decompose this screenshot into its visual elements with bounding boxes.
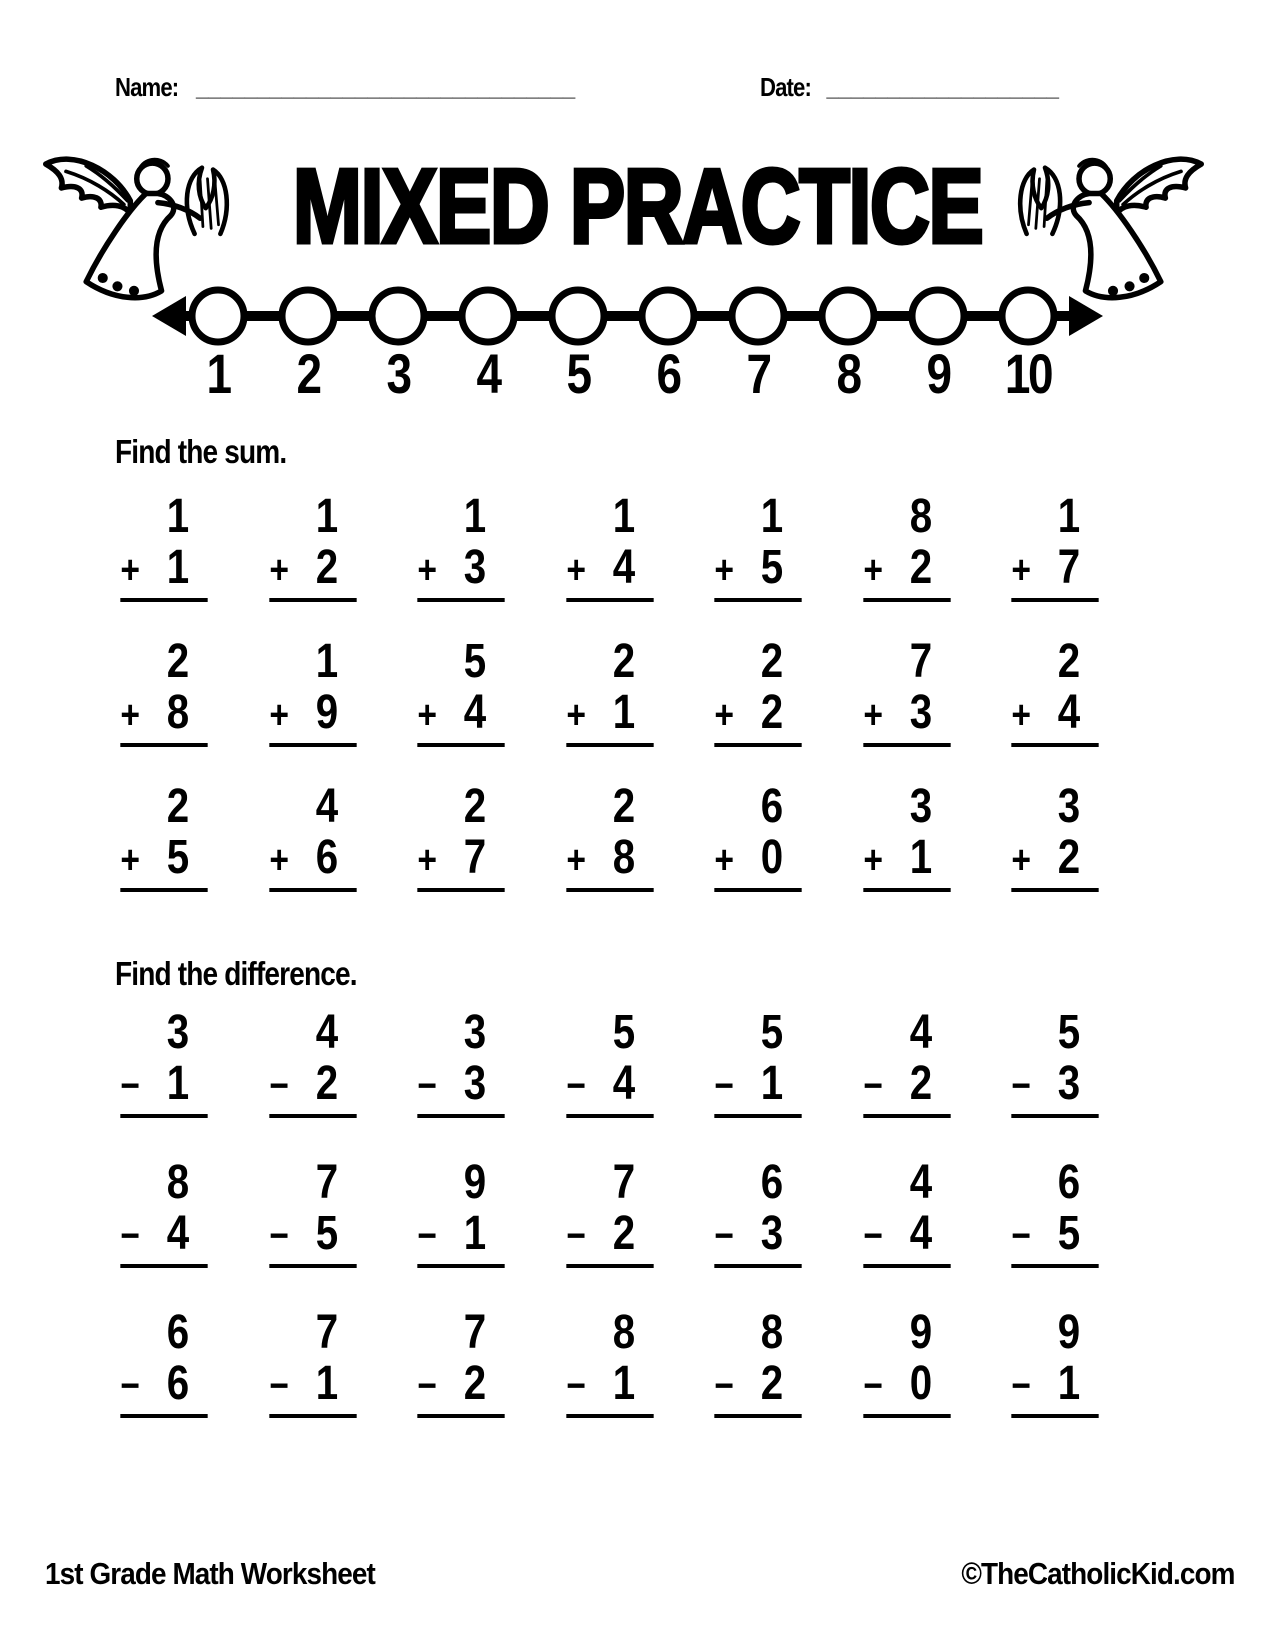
operator: + xyxy=(268,693,287,737)
math-problem xyxy=(863,637,950,747)
bottom-row xyxy=(1011,1058,1098,1112)
bottom-row xyxy=(269,687,356,741)
math-problem xyxy=(1011,637,1098,747)
bottom-row xyxy=(120,1208,207,1262)
top-operand: 3 xyxy=(166,1006,188,1059)
bottom-row xyxy=(417,1358,504,1412)
math-problem xyxy=(269,782,356,892)
math-problem xyxy=(120,1008,207,1118)
math-problem xyxy=(714,1008,801,1118)
answer-line[interactable] xyxy=(714,888,801,892)
operator: − xyxy=(120,1214,139,1258)
operator: + xyxy=(268,838,287,882)
operator: + xyxy=(714,693,733,737)
bottom-operand: 4 xyxy=(612,1057,634,1110)
page-title: MIXED PRACTICE xyxy=(292,147,983,267)
math-problem xyxy=(1011,1158,1098,1268)
top-operand: 7 xyxy=(315,1306,337,1359)
top-operand: 9 xyxy=(1057,1306,1079,1359)
math-problem xyxy=(1011,1308,1098,1418)
bottom-row xyxy=(863,832,950,886)
bottom-operand: 0 xyxy=(909,1357,931,1410)
answer-line[interactable] xyxy=(269,1414,356,1418)
top-operand: 6 xyxy=(1057,1156,1079,1209)
bottom-operand: 5 xyxy=(1057,1207,1079,1260)
top-operand: 2 xyxy=(166,635,188,688)
bottom-row xyxy=(714,832,801,886)
date-label: Date: xyxy=(760,72,812,102)
answer-line[interactable] xyxy=(417,1414,504,1418)
difference-section-heading: Find the difference. xyxy=(115,955,357,992)
number-line-label: 6 xyxy=(656,342,680,405)
sum-problem-row xyxy=(112,492,1107,602)
math-problem xyxy=(566,1158,653,1268)
bottom-row xyxy=(120,1358,207,1412)
operator: + xyxy=(120,838,139,882)
bottom-operand: 2 xyxy=(315,541,337,594)
operator: − xyxy=(268,1364,287,1408)
math-problem xyxy=(120,1158,207,1268)
bottom-row xyxy=(863,1358,950,1412)
answer-line[interactable] xyxy=(714,743,801,747)
answer-line[interactable] xyxy=(120,743,207,747)
operator: − xyxy=(714,1364,733,1408)
math-problem xyxy=(863,492,950,602)
answer-line[interactable] xyxy=(1011,743,1098,747)
bottom-operand: 4 xyxy=(1057,686,1079,739)
top-operand: 4 xyxy=(315,780,337,833)
bottom-row xyxy=(417,1058,504,1112)
top-operand: 7 xyxy=(909,635,931,688)
bottom-operand: 2 xyxy=(909,541,931,594)
operator: − xyxy=(120,1064,139,1108)
operator: − xyxy=(565,1364,584,1408)
math-problem xyxy=(120,637,207,747)
header-row xyxy=(115,72,1185,112)
operator: + xyxy=(714,548,733,592)
bottom-row xyxy=(863,1058,950,1112)
bottom-row xyxy=(714,542,801,596)
answer-line[interactable] xyxy=(120,1114,207,1118)
operator: − xyxy=(417,1064,436,1108)
bottom-operand: 2 xyxy=(315,1057,337,1110)
top-operand: 3 xyxy=(909,780,931,833)
bottom-row xyxy=(269,1208,356,1262)
top-operand: 1 xyxy=(315,635,337,688)
bottom-row xyxy=(566,1358,653,1412)
top-operand: 5 xyxy=(463,635,485,688)
bottom-row xyxy=(714,1208,801,1262)
bottom-row xyxy=(1011,1208,1098,1262)
math-problem xyxy=(120,1308,207,1418)
answer-line[interactable] xyxy=(417,1264,504,1268)
math-problem xyxy=(269,492,356,602)
bottom-operand: 7 xyxy=(463,831,485,884)
date-write-line[interactable]: ___________________ xyxy=(826,76,1059,101)
number-line-label: 3 xyxy=(386,342,410,405)
operator: + xyxy=(862,548,881,592)
answer-line[interactable] xyxy=(863,598,950,602)
operator: − xyxy=(268,1214,287,1258)
top-operand: 2 xyxy=(463,780,485,833)
operator: + xyxy=(417,838,436,882)
operator: + xyxy=(565,838,584,882)
bottom-row xyxy=(417,832,504,886)
operator: − xyxy=(120,1364,139,1408)
number-line-label: 5 xyxy=(566,342,590,405)
answer-line[interactable] xyxy=(1011,888,1098,892)
bottom-row xyxy=(1011,1358,1098,1412)
number-line-label: 9 xyxy=(926,342,950,405)
bottom-operand: 9 xyxy=(315,686,337,739)
math-problem xyxy=(269,1308,356,1418)
bottom-operand: 3 xyxy=(760,1207,782,1260)
bottom-operand: 2 xyxy=(909,1057,931,1110)
answer-line[interactable] xyxy=(269,888,356,892)
bottom-operand: 8 xyxy=(166,686,188,739)
name-label: Name: xyxy=(115,72,179,102)
answer-line[interactable] xyxy=(566,1114,653,1118)
number-line-graphic xyxy=(150,284,1105,348)
bottom-row xyxy=(120,542,207,596)
number-line-label: 8 xyxy=(836,342,860,405)
answer-line[interactable] xyxy=(566,743,653,747)
bottom-operand: 5 xyxy=(166,831,188,884)
top-operand: 8 xyxy=(909,490,931,543)
answer-line[interactable] xyxy=(566,1264,653,1268)
bottom-row xyxy=(269,1358,356,1412)
operator: − xyxy=(862,1364,881,1408)
bottom-row xyxy=(566,542,653,596)
bottom-row xyxy=(566,1208,653,1262)
name-write-line[interactable]: _______________________________ xyxy=(195,76,576,101)
answer-line[interactable] xyxy=(566,598,653,602)
top-operand: 8 xyxy=(612,1306,634,1359)
number-line-labels xyxy=(150,344,1105,406)
operator: + xyxy=(268,548,287,592)
math-problem xyxy=(269,637,356,747)
top-operand: 8 xyxy=(166,1156,188,1209)
difference-problem-row xyxy=(112,1008,1107,1118)
math-problem xyxy=(417,1158,504,1268)
bottom-operand: 4 xyxy=(463,686,485,739)
operator: + xyxy=(417,548,436,592)
bottom-operand: 1 xyxy=(612,1357,634,1410)
bottom-row xyxy=(1011,687,1098,741)
answer-line[interactable] xyxy=(566,1414,653,1418)
operator: + xyxy=(120,548,139,592)
operator: − xyxy=(714,1064,733,1108)
name-field xyxy=(115,72,575,103)
math-problem xyxy=(269,1008,356,1118)
answer-line[interactable] xyxy=(863,1414,950,1418)
answer-line[interactable] xyxy=(1011,598,1098,602)
answer-line[interactable] xyxy=(269,598,356,602)
math-problem xyxy=(1011,782,1098,892)
operator: + xyxy=(417,693,436,737)
number-line-label: 4 xyxy=(476,342,500,405)
top-operand: 5 xyxy=(1057,1006,1079,1059)
bottom-operand: 6 xyxy=(315,831,337,884)
top-operand: 7 xyxy=(315,1156,337,1209)
top-operand: 2 xyxy=(612,780,634,833)
bottom-row xyxy=(863,542,950,596)
bottom-row xyxy=(120,1058,207,1112)
answer-line[interactable] xyxy=(863,1114,950,1118)
answer-line[interactable] xyxy=(269,743,356,747)
operator: + xyxy=(862,693,881,737)
bottom-row xyxy=(269,542,356,596)
answer-line[interactable] xyxy=(566,888,653,892)
bottom-operand: 1 xyxy=(166,1057,188,1110)
sum-problem-row xyxy=(112,637,1107,747)
answer-line[interactable] xyxy=(417,598,504,602)
operator: − xyxy=(1011,1364,1030,1408)
top-operand: 4 xyxy=(909,1006,931,1059)
number-line-label: 1 xyxy=(206,342,230,405)
bottom-operand: 0 xyxy=(760,831,782,884)
top-operand: 6 xyxy=(166,1306,188,1359)
bottom-operand: 2 xyxy=(1057,831,1079,884)
bottom-row xyxy=(417,542,504,596)
math-problem xyxy=(714,492,801,602)
math-problem xyxy=(714,1158,801,1268)
bottom-operand: 3 xyxy=(1057,1057,1079,1110)
operator: + xyxy=(565,548,584,592)
date-field xyxy=(760,72,1059,103)
answer-line[interactable] xyxy=(863,888,950,892)
math-problem xyxy=(417,637,504,747)
operator: + xyxy=(714,838,733,882)
bottom-operand: 4 xyxy=(166,1207,188,1260)
answer-line[interactable] xyxy=(863,1264,950,1268)
math-problem xyxy=(863,1008,950,1118)
operator: + xyxy=(1011,548,1030,592)
operator: − xyxy=(417,1214,436,1258)
top-operand: 9 xyxy=(463,1156,485,1209)
bottom-row xyxy=(566,687,653,741)
bottom-operand: 5 xyxy=(760,541,782,594)
bottom-operand: 4 xyxy=(909,1207,931,1260)
bottom-row xyxy=(269,832,356,886)
top-operand: 3 xyxy=(463,1006,485,1059)
difference-problem-row xyxy=(112,1308,1107,1418)
top-operand: 4 xyxy=(315,1006,337,1059)
top-operand: 9 xyxy=(909,1306,931,1359)
operator: + xyxy=(1011,838,1030,882)
bottom-operand: 1 xyxy=(909,831,931,884)
top-operand: 4 xyxy=(909,1156,931,1209)
answer-line[interactable] xyxy=(120,888,207,892)
top-operand: 1 xyxy=(760,490,782,543)
math-problem xyxy=(566,492,653,602)
math-problem xyxy=(863,1158,950,1268)
answer-line[interactable] xyxy=(714,1114,801,1118)
answer-line[interactable] xyxy=(714,598,801,602)
math-problem xyxy=(863,1308,950,1418)
operator: + xyxy=(565,693,584,737)
copyright-label: ©TheCatholicKid.com xyxy=(961,1556,1235,1591)
answer-line[interactable] xyxy=(417,1114,504,1118)
bottom-operand: 1 xyxy=(760,1057,782,1110)
operator: − xyxy=(268,1064,287,1108)
top-operand: 2 xyxy=(1057,635,1079,688)
math-problem xyxy=(417,782,504,892)
answer-line[interactable] xyxy=(417,743,504,747)
math-problem xyxy=(714,1308,801,1418)
bottom-row xyxy=(566,1058,653,1112)
math-problem xyxy=(417,1308,504,1418)
answer-line[interactable] xyxy=(1011,1414,1098,1418)
bottom-operand: 4 xyxy=(612,541,634,594)
top-operand: 2 xyxy=(612,635,634,688)
answer-line[interactable] xyxy=(1011,1114,1098,1118)
math-problem xyxy=(1011,492,1098,602)
math-problem xyxy=(417,1008,504,1118)
bottom-operand: 1 xyxy=(1057,1357,1079,1410)
operator: − xyxy=(417,1364,436,1408)
math-problem xyxy=(714,782,801,892)
operator: − xyxy=(862,1064,881,1108)
top-operand: 7 xyxy=(463,1306,485,1359)
bottom-row xyxy=(269,1058,356,1112)
difference-problem-row xyxy=(112,1158,1107,1268)
bottom-operand: 3 xyxy=(463,541,485,594)
sum-section-heading: Find the sum. xyxy=(115,433,287,470)
top-operand: 2 xyxy=(760,635,782,688)
operator: − xyxy=(862,1214,881,1258)
bottom-operand: 1 xyxy=(612,686,634,739)
operator: − xyxy=(714,1214,733,1258)
bottom-row xyxy=(1011,542,1098,596)
top-operand: 1 xyxy=(612,490,634,543)
bottom-operand: 7 xyxy=(1057,541,1079,594)
top-operand: 7 xyxy=(612,1156,634,1209)
math-problem xyxy=(120,782,207,892)
top-operand: 2 xyxy=(166,780,188,833)
bottom-operand: 2 xyxy=(612,1207,634,1260)
bottom-row xyxy=(863,687,950,741)
number-line-label: 7 xyxy=(746,342,770,405)
answer-line[interactable] xyxy=(269,1264,356,1268)
bottom-operand: 2 xyxy=(760,1357,782,1410)
top-operand: 5 xyxy=(612,1006,634,1059)
bottom-row xyxy=(863,1208,950,1262)
bottom-row xyxy=(714,687,801,741)
bottom-row xyxy=(1011,832,1098,886)
math-problem xyxy=(1011,1008,1098,1118)
number-line-label: 10 xyxy=(1004,342,1052,405)
bottom-operand: 1 xyxy=(166,541,188,594)
top-operand: 1 xyxy=(1057,490,1079,543)
bottom-row xyxy=(417,1208,504,1262)
top-operand: 1 xyxy=(315,490,337,543)
operator: − xyxy=(565,1064,584,1108)
bottom-row xyxy=(120,687,207,741)
number-line-label: 2 xyxy=(296,342,320,405)
worksheet-grade-label: 1st Grade Math Worksheet xyxy=(45,1556,375,1591)
operator: − xyxy=(565,1214,584,1258)
bottom-operand: 2 xyxy=(760,686,782,739)
answer-line[interactable] xyxy=(1011,1264,1098,1268)
top-operand: 5 xyxy=(760,1006,782,1059)
bottom-operand: 6 xyxy=(166,1357,188,1410)
bottom-operand: 2 xyxy=(463,1357,485,1410)
top-operand: 6 xyxy=(760,780,782,833)
math-problem xyxy=(417,492,504,602)
bottom-row xyxy=(566,832,653,886)
math-problem xyxy=(566,782,653,892)
operator: + xyxy=(862,838,881,882)
math-problem xyxy=(714,637,801,747)
bottom-operand: 3 xyxy=(463,1057,485,1110)
bottom-operand: 1 xyxy=(315,1357,337,1410)
math-problem xyxy=(566,1008,653,1118)
bottom-row xyxy=(417,687,504,741)
bottom-row xyxy=(714,1058,801,1112)
answer-line[interactable] xyxy=(417,888,504,892)
top-operand: 8 xyxy=(760,1306,782,1359)
math-problem xyxy=(269,1158,356,1268)
bottom-row xyxy=(120,832,207,886)
bottom-operand: 3 xyxy=(909,686,931,739)
answer-line[interactable] xyxy=(269,1114,356,1118)
answer-line[interactable] xyxy=(120,598,207,602)
top-operand: 1 xyxy=(166,490,188,543)
sum-problem-row xyxy=(112,782,1107,892)
answer-line[interactable] xyxy=(120,1264,207,1268)
bottom-operand: 8 xyxy=(612,831,634,884)
operator: + xyxy=(1011,693,1030,737)
math-problem xyxy=(566,1308,653,1418)
math-problem xyxy=(863,782,950,892)
bottom-operand: 1 xyxy=(463,1207,485,1260)
math-problem xyxy=(120,492,207,602)
answer-line[interactable] xyxy=(863,743,950,747)
bottom-operand: 5 xyxy=(315,1207,337,1260)
operator: − xyxy=(1011,1214,1030,1258)
math-problem xyxy=(566,637,653,747)
bottom-row xyxy=(714,1358,801,1412)
answer-line[interactable] xyxy=(120,1414,207,1418)
operator: − xyxy=(1011,1064,1030,1108)
top-operand: 3 xyxy=(1057,780,1079,833)
top-operand: 1 xyxy=(463,490,485,543)
answer-line[interactable] xyxy=(714,1414,801,1418)
operator: + xyxy=(120,693,139,737)
answer-line[interactable] xyxy=(714,1264,801,1268)
top-operand: 6 xyxy=(760,1156,782,1209)
